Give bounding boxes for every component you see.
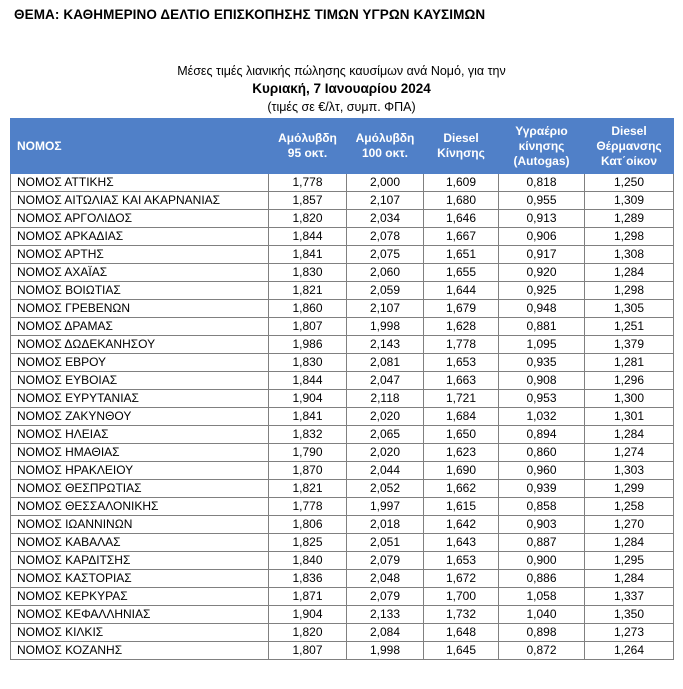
price-heating-diesel: 1,298 [585, 282, 674, 300]
price-diesel: 1,680 [424, 192, 499, 210]
price-diesel: 1,623 [424, 444, 499, 462]
prefecture-name: ΝΟΜΟΣ ΙΩΑΝΝΙΝΩΝ [11, 516, 269, 534]
price-unleaded-100: 2,133 [347, 606, 424, 624]
prefecture-name: ΝΟΜΟΣ ΚΙΛΚΙΣ [11, 624, 269, 642]
header-unleaded-95 [269, 119, 347, 174]
price-unleaded-95: 1,841 [269, 246, 347, 264]
header-line: Diesel [443, 131, 479, 145]
price-unleaded-95: 1,841 [269, 408, 347, 426]
table-row [11, 426, 674, 444]
price-unleaded-95: 1,871 [269, 588, 347, 606]
table-row [11, 354, 674, 372]
prefecture-name: ΝΟΜΟΣ ΑΡΓΟΛΙΔΟΣ [11, 210, 269, 228]
prefecture-name: ΝΟΜΟΣ ΘΕΣΣΑΛΟΝΙΚΗΣ [11, 498, 269, 516]
price-diesel: 1,690 [424, 462, 499, 480]
price-unleaded-95: 1,830 [269, 354, 347, 372]
header-line: Αμόλυβδη [355, 131, 415, 145]
price-diesel: 1,732 [424, 606, 499, 624]
prefecture-name: ΝΟΜΟΣ ΚΑΒΑΛΑΣ [11, 534, 269, 552]
table-row [11, 534, 674, 552]
price-heating-diesel: 1,303 [585, 462, 674, 480]
price-heating-diesel: 1,270 [585, 516, 674, 534]
price-unleaded-95: 1,825 [269, 534, 347, 552]
prefecture-name: ΝΟΜΟΣ ΕΥΡΥΤΑΝΙΑΣ [11, 390, 269, 408]
price-unleaded-95: 1,844 [269, 228, 347, 246]
price-unleaded-100: 2,078 [347, 228, 424, 246]
prefecture-name: ΝΟΜΟΣ ΖΑΚΥΝΘΟΥ [11, 408, 269, 426]
price-heating-diesel: 1,379 [585, 336, 674, 354]
prefecture-name: ΝΟΜΟΣ ΚΑΣΤΟΡΙΑΣ [11, 570, 269, 588]
price-autogas: 1,095 [499, 336, 585, 354]
header-heating-diesel [585, 119, 674, 174]
price-unleaded-100: 2,000 [347, 174, 424, 192]
price-diesel: 1,650 [424, 426, 499, 444]
fuel-prices-table [10, 118, 674, 660]
price-unleaded-95: 1,807 [269, 318, 347, 336]
price-unleaded-95: 1,807 [269, 642, 347, 660]
price-unleaded-95: 1,904 [269, 606, 347, 624]
price-unleaded-100: 2,047 [347, 372, 424, 390]
price-autogas: 0,939 [499, 480, 585, 498]
price-unleaded-100: 2,020 [347, 408, 424, 426]
price-autogas: 0,955 [499, 192, 585, 210]
price-heating-diesel: 1,273 [585, 624, 674, 642]
price-diesel: 1,644 [424, 282, 499, 300]
price-diesel: 1,642 [424, 516, 499, 534]
table-row [11, 516, 674, 534]
price-autogas: 0,953 [499, 390, 585, 408]
header-line: Αμόλυβδη [278, 131, 337, 145]
document-topic: ΘΕΜΑ: ΚΑΘΗΜΕΡΙΝΟ ΔΕΛΤΙΟ ΕΠΙΣΚΟΠΗΣΗΣ ΤΙΜΩΝ ΥΓΡΩΝ ΚΑΥΣΙΜΩΝ [14, 7, 486, 22]
price-autogas: 0,860 [499, 444, 585, 462]
price-diesel: 1,684 [424, 408, 499, 426]
prefecture-name: ΝΟΜΟΣ ΔΡΑΜΑΣ [11, 318, 269, 336]
price-unleaded-95: 1,820 [269, 624, 347, 642]
prefecture-name: ΝΟΜΟΣ ΑΡΤΗΣ [11, 246, 269, 264]
price-heating-diesel: 1,284 [585, 570, 674, 588]
table-row [11, 246, 674, 264]
table-row [11, 372, 674, 390]
price-diesel: 1,646 [424, 210, 499, 228]
prefecture-name: ΝΟΜΟΣ ΑΤΤΙΚΗΣ [11, 174, 269, 192]
prefecture-name: ΝΟΜΟΣ ΚΑΡΔΙΤΣΗΣ [11, 552, 269, 570]
prefecture-name: ΝΟΜΟΣ ΚΕΡΚΥΡΑΣ [11, 588, 269, 606]
table-header-row [11, 119, 674, 174]
price-unleaded-100: 1,997 [347, 498, 424, 516]
prefecture-name: ΝΟΜΟΣ ΔΩΔΕΚΑΝΗΣΟΥ [11, 336, 269, 354]
price-heating-diesel: 1,284 [585, 264, 674, 282]
table-row [11, 444, 674, 462]
header-diesel [424, 119, 499, 174]
table-row [11, 390, 674, 408]
header-line: ΝΟΜΟΣ [17, 138, 62, 153]
price-diesel: 1,655 [424, 264, 499, 282]
price-unleaded-100: 2,034 [347, 210, 424, 228]
price-heating-diesel: 1,295 [585, 552, 674, 570]
header-prefecture [11, 119, 269, 174]
price-heating-diesel: 1,309 [585, 192, 674, 210]
price-autogas: 0,925 [499, 282, 585, 300]
price-unleaded-100: 2,044 [347, 462, 424, 480]
price-autogas: 1,040 [499, 606, 585, 624]
prefecture-name: ΝΟΜΟΣ ΑΧΑΪΑΣ [11, 264, 269, 282]
table-row [11, 624, 674, 642]
table-row [11, 570, 674, 588]
prefecture-name: ΝΟΜΟΣ ΗΛΕΙΑΣ [11, 426, 269, 444]
price-unleaded-95: 1,790 [269, 444, 347, 462]
table-row [11, 642, 674, 660]
table-row [11, 552, 674, 570]
price-heating-diesel: 1,308 [585, 246, 674, 264]
header-line: (Autogas) [513, 153, 570, 168]
price-unleaded-95: 1,904 [269, 390, 347, 408]
price-unleaded-100: 2,059 [347, 282, 424, 300]
price-unleaded-95: 1,821 [269, 282, 347, 300]
price-autogas: 0,894 [499, 426, 585, 444]
price-heating-diesel: 1,301 [585, 408, 674, 426]
price-autogas: 0,920 [499, 264, 585, 282]
prefecture-name: ΝΟΜΟΣ ΚΟΖΑΝΗΣ [11, 642, 269, 660]
price-unleaded-100: 2,143 [347, 336, 424, 354]
price-unleaded-95: 1,821 [269, 480, 347, 498]
price-unleaded-95: 1,986 [269, 336, 347, 354]
price-diesel: 1,628 [424, 318, 499, 336]
price-unleaded-95: 1,840 [269, 552, 347, 570]
prefecture-name: ΝΟΜΟΣ ΕΒΡΟΥ [11, 354, 269, 372]
table-row [11, 498, 674, 516]
price-autogas: 0,898 [499, 624, 585, 642]
prefecture-name: ΝΟΜΟΣ ΑΡΚΑΔΙΑΣ [11, 228, 269, 246]
header-line: Κίνησης [437, 146, 485, 160]
price-unleaded-95: 1,870 [269, 462, 347, 480]
price-unleaded-95: 1,836 [269, 570, 347, 588]
price-diesel: 1,667 [424, 228, 499, 246]
price-diesel: 1,615 [424, 498, 499, 516]
table-row [11, 300, 674, 318]
price-diesel: 1,609 [424, 174, 499, 192]
price-unleaded-95: 1,806 [269, 516, 347, 534]
price-heating-diesel: 1,299 [585, 480, 674, 498]
header-line: 95 οκτ. [287, 146, 328, 160]
prefecture-name: ΝΟΜΟΣ ΑΙΤΩΛΙΑΣ ΚΑΙ ΑΚΑΡΝΑΝΙΑΣ [11, 192, 269, 210]
price-heating-diesel: 1,274 [585, 444, 674, 462]
price-unleaded-100: 2,107 [347, 300, 424, 318]
price-autogas: 0,881 [499, 318, 585, 336]
price-heating-diesel: 1,350 [585, 606, 674, 624]
table-row [11, 480, 674, 498]
price-unleaded-100: 2,079 [347, 552, 424, 570]
prefecture-name: ΝΟΜΟΣ ΘΕΣΠΡΩΤΙΑΣ [11, 480, 269, 498]
price-autogas: 0,908 [499, 372, 585, 390]
price-autogas: 0,872 [499, 642, 585, 660]
price-heating-diesel: 1,337 [585, 588, 674, 606]
price-diesel: 1,663 [424, 372, 499, 390]
table-row [11, 228, 674, 246]
header-line: Θέρμανσης [596, 138, 662, 153]
price-unleaded-100: 2,052 [347, 480, 424, 498]
subtitle-description: Μέσες τιμές λιανικής πώλησης καυσίμων ανά Νομό, για την [177, 64, 506, 78]
prefecture-name: ΝΟΜΟΣ ΚΕΦΑΛΛΗΝΙΑΣ [11, 606, 269, 624]
price-heating-diesel: 1,298 [585, 228, 674, 246]
price-heating-diesel: 1,251 [585, 318, 674, 336]
report-date: Κυριακή, 7 Ιανουαρίου 2024 [252, 81, 431, 96]
price-diesel: 1,700 [424, 588, 499, 606]
price-unleaded-95: 1,860 [269, 300, 347, 318]
price-autogas: 0,900 [499, 552, 585, 570]
price-heating-diesel: 1,289 [585, 210, 674, 228]
price-heating-diesel: 1,250 [585, 174, 674, 192]
price-heating-diesel: 1,296 [585, 372, 674, 390]
price-unleaded-95: 1,844 [269, 372, 347, 390]
price-unleaded-100: 2,107 [347, 192, 424, 210]
price-autogas: 1,058 [499, 588, 585, 606]
prefecture-name: ΝΟΜΟΣ ΒΟΙΩΤΙΑΣ [11, 282, 269, 300]
table-row [11, 462, 674, 480]
prefecture-name: ΝΟΜΟΣ ΗΡΑΚΛΕΙΟΥ [11, 462, 269, 480]
price-unleaded-95: 1,778 [269, 174, 347, 192]
price-heating-diesel: 1,264 [585, 642, 674, 660]
price-autogas: 0,948 [499, 300, 585, 318]
prefecture-name: ΝΟΜΟΣ ΕΥΒΟΙΑΣ [11, 372, 269, 390]
header-line: Diesel [611, 123, 647, 138]
header-autogas [499, 119, 585, 174]
price-heating-diesel: 1,258 [585, 498, 674, 516]
price-unleaded-100: 1,998 [347, 642, 424, 660]
price-diesel: 1,721 [424, 390, 499, 408]
price-diesel: 1,645 [424, 642, 499, 660]
header-unleaded-100 [347, 119, 424, 174]
price-heating-diesel: 1,284 [585, 426, 674, 444]
table-row [11, 408, 674, 426]
header-line: κίνησης [518, 138, 565, 153]
price-unleaded-95: 1,832 [269, 426, 347, 444]
price-unleaded-95: 1,778 [269, 498, 347, 516]
table-row [11, 210, 674, 228]
price-autogas: 0,913 [499, 210, 585, 228]
price-autogas: 0,960 [499, 462, 585, 480]
table-row [11, 264, 674, 282]
price-unleaded-100: 2,060 [347, 264, 424, 282]
price-unleaded-100: 2,020 [347, 444, 424, 462]
table-row [11, 606, 674, 624]
price-autogas: 0,887 [499, 534, 585, 552]
price-diesel: 1,662 [424, 480, 499, 498]
price-unleaded-100: 2,084 [347, 624, 424, 642]
price-unleaded-100: 2,048 [347, 570, 424, 588]
price-unleaded-100: 2,079 [347, 588, 424, 606]
prefecture-name: ΝΟΜΟΣ ΗΜΑΘΙΑΣ [11, 444, 269, 462]
header-line: Υγραέριο [515, 123, 568, 138]
price-heating-diesel: 1,300 [585, 390, 674, 408]
prefecture-name: ΝΟΜΟΣ ΓΡΕΒΕΝΩΝ [11, 300, 269, 318]
price-diesel: 1,679 [424, 300, 499, 318]
header-line: Κατ΄οίκον [600, 153, 658, 168]
price-diesel: 1,672 [424, 570, 499, 588]
price-autogas: 0,886 [499, 570, 585, 588]
table-row [11, 318, 674, 336]
price-diesel: 1,653 [424, 552, 499, 570]
price-autogas: 0,818 [499, 174, 585, 192]
price-diesel: 1,653 [424, 354, 499, 372]
table-body [11, 174, 674, 660]
price-unleaded-95: 1,830 [269, 264, 347, 282]
price-unleaded-100: 2,081 [347, 354, 424, 372]
price-autogas: 0,906 [499, 228, 585, 246]
price-unleaded-100: 2,065 [347, 426, 424, 444]
price-diesel: 1,643 [424, 534, 499, 552]
price-diesel: 1,778 [424, 336, 499, 354]
table-row [11, 174, 674, 192]
price-autogas: 0,935 [499, 354, 585, 372]
price-unleaded-100: 2,018 [347, 516, 424, 534]
price-diesel: 1,651 [424, 246, 499, 264]
price-autogas: 0,917 [499, 246, 585, 264]
table-row [11, 282, 674, 300]
price-unleaded-95: 1,857 [269, 192, 347, 210]
header-line: 100 οκτ. [361, 146, 409, 160]
price-unleaded-100: 2,051 [347, 534, 424, 552]
price-diesel: 1,648 [424, 624, 499, 642]
price-autogas: 0,903 [499, 516, 585, 534]
price-unleaded-100: 2,075 [347, 246, 424, 264]
price-autogas: 1,032 [499, 408, 585, 426]
table-row [11, 192, 674, 210]
price-heating-diesel: 1,284 [585, 534, 674, 552]
price-unleaded-95: 1,820 [269, 210, 347, 228]
price-unleaded-100: 1,998 [347, 318, 424, 336]
table-row [11, 588, 674, 606]
table-row [11, 336, 674, 354]
price-heating-diesel: 1,281 [585, 354, 674, 372]
price-autogas: 0,858 [499, 498, 585, 516]
price-units-note: (τιμές σε €/λτ, συμπ. ΦΠΑ) [267, 100, 416, 114]
price-heating-diesel: 1,305 [585, 300, 674, 318]
price-unleaded-100: 2,118 [347, 390, 424, 408]
